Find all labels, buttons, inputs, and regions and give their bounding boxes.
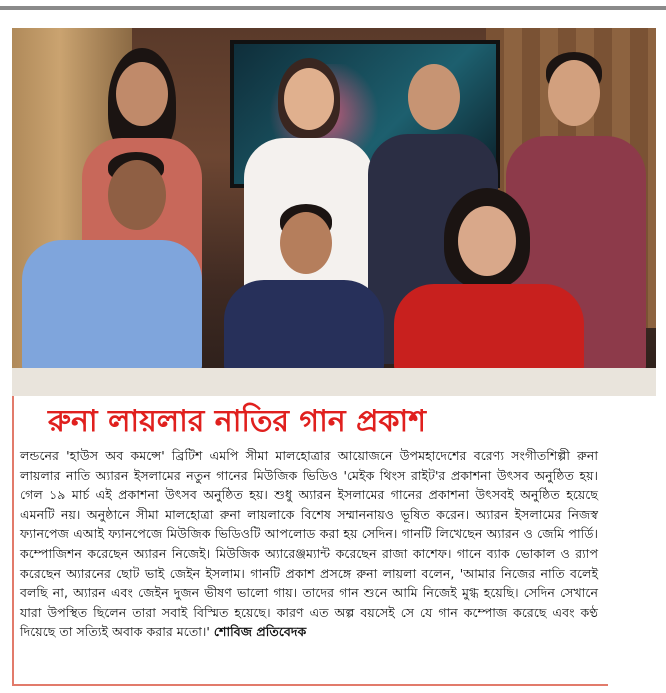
article-headline: রুনা লায়লার নাতির গান প্রকাশ: [48, 404, 426, 439]
article-body-text: লন্ডনের 'হাউস অব কমন্সে' ব্রিটিশ এমপি সীমা মালহোত্রার আয়োজনে উপমহাদেশের বরেণ্য সংগীতশিল্পী রুনা লায়লার নাতি অ্যারন ইসলামের নতুন গানের মিউজিক ভিডিও 'মেইক থিংস রাইট'র প্রকাশনা উৎসব অনুষ্ঠিত হয়। গেল ১৯ মার্চ এই প্রকাশনা উৎসব অনুষ্ঠিত হয়। শুধু অ্যারন ইসলামের গানের প্রকাশনা উৎসবই অনুষ্ঠিত হয়েছে এমনটি নয়। অনুষ্ঠানে সীমা মালহোত্রা রুনা লায়লাকে বিশেষ সম্মাননায়ও ভূষিত করেন। অ্যারন ইসলামের নিজস্ব ফ্যানপেজ এআই ফ্যানপেজে মিউজিক ভিডিওটি আপলোড করা হয় সেদিন। গানটি লিখেছেন অ্যারন ও জেমি পার্ডি। কম্পোজিশন করেছেন অ্যারন নিজেই। মিউজিক অ্যারেঞ্জম্যান্ট করেছেন রাজা কাশেফ। গানে ব্যাক ভোকাল ও র‍্যাপ করেছেন অ্যারনের ছোট ভাই জেইন ইসলাম। গানটি প্রকাশ প্রসঙ্গে রুনা লায়লা বলেন, 'আমার নিজের নাতি বলেই বলছি না, অ্যারন এবং জেইন দুজন ভীষণ ভালো গায়। তাদের গান শুনে আমি নিজেই মুগ্ধ হয়েছি। সেদিন সেখানে যারা উপস্থিত ছিলেন তারা সবাই বিস্মিত হয়েছে। কারণ এত অল্প বয়সেই সে যে গান কম্পোজ করেছে এবং কণ্ঠ দিয়েছে তা সত্যিই অবাক করার মতো।': [20, 448, 598, 640]
event-photo: [12, 28, 656, 396]
article-body: [20, 446, 598, 642]
top-rule: [0, 6, 666, 10]
person-woman-front-right: [384, 188, 584, 372]
article-byline: শোবিজ প্রতিবেদক: [213, 624, 307, 640]
table-surface: [12, 368, 656, 396]
person-boy-front-center: [224, 204, 384, 372]
person-young-man-front-left: [12, 152, 202, 372]
